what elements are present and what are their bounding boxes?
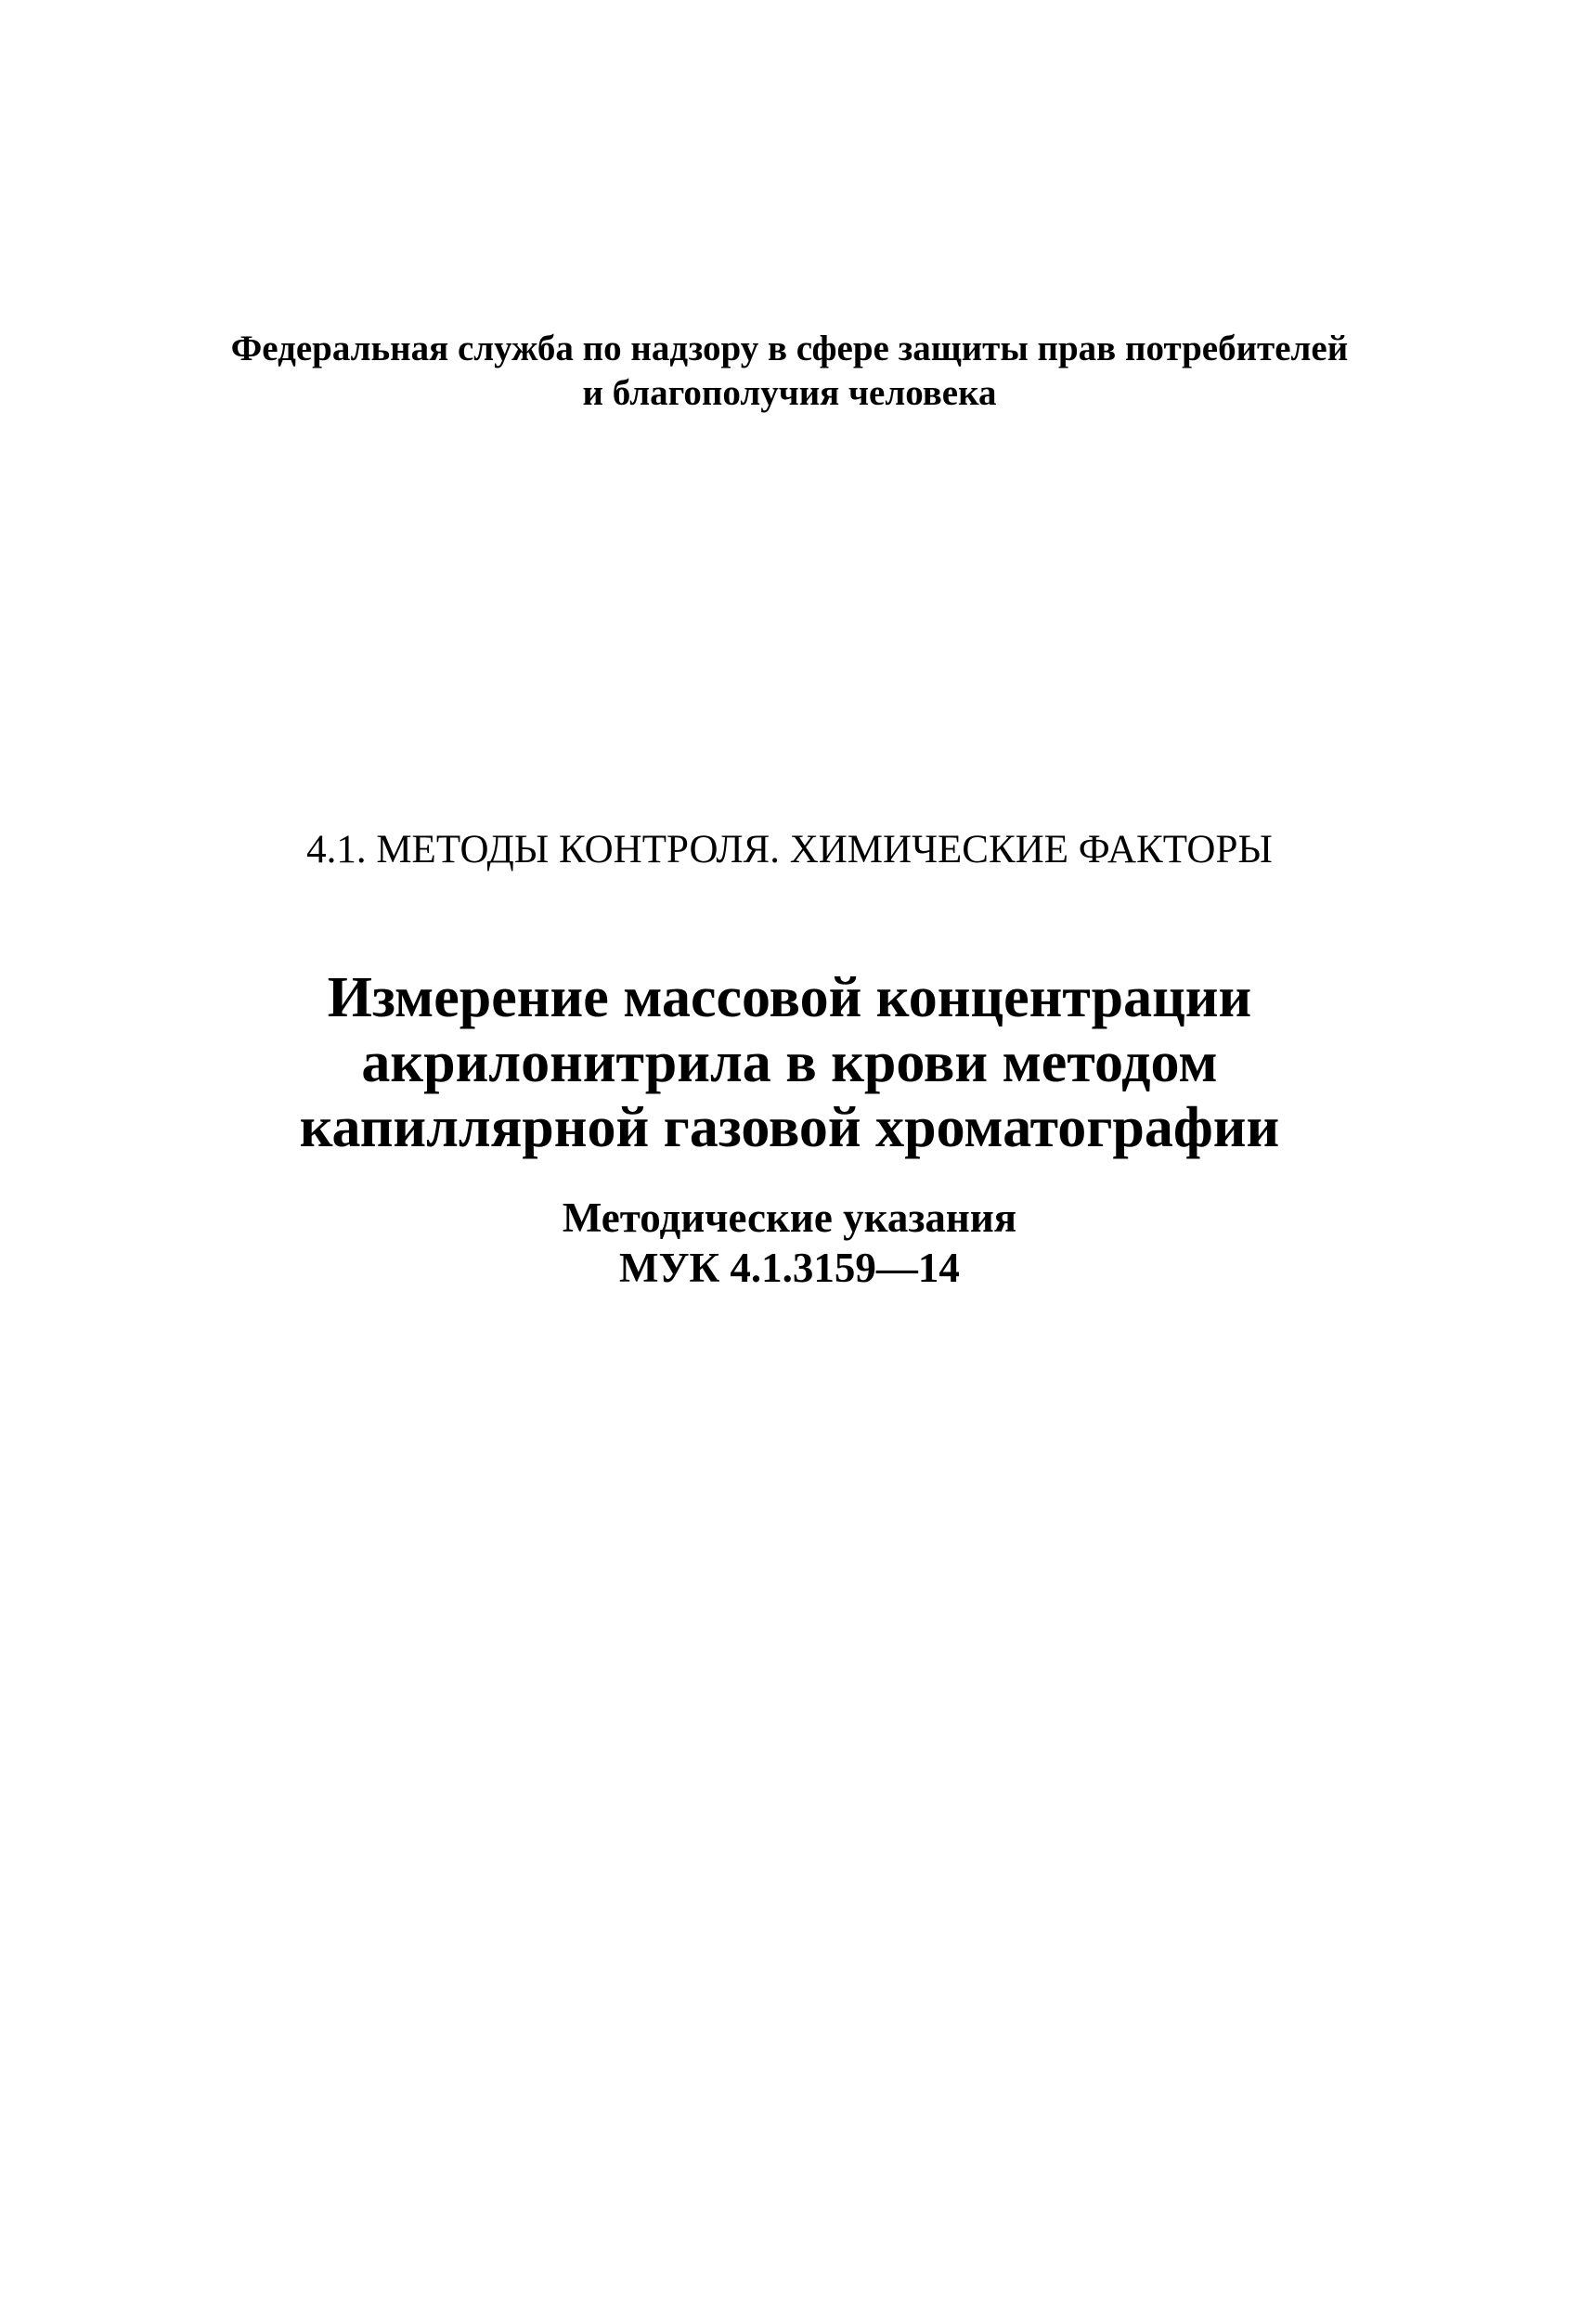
title-line-2: акрилонитрила в крови методом — [361, 1031, 1218, 1094]
title-line-1: Измерение массовой концентрации — [327, 966, 1252, 1029]
agency-line-1: Федеральная служба по надзору в сфере защиты прав потребителей — [230, 329, 1349, 368]
document-code: МУК 4.1.3159—14 — [619, 1245, 960, 1291]
issuing-agency — [0, 327, 1579, 416]
agency-line-2: и благополучия человека — [582, 373, 997, 413]
title-line-3: капиллярной газовой хроматографии — [299, 1096, 1280, 1159]
document-type: Методические указания — [562, 1194, 1017, 1241]
section-heading-text: 4.1. МЕТОДЫ КОНТРОЛЯ. ХИМИЧЕСКИЕ ФАКТОРЫ — [306, 828, 1273, 872]
document-title — [0, 965, 1579, 1160]
section-heading — [0, 826, 1579, 874]
document-type-block — [0, 1193, 1579, 1293]
